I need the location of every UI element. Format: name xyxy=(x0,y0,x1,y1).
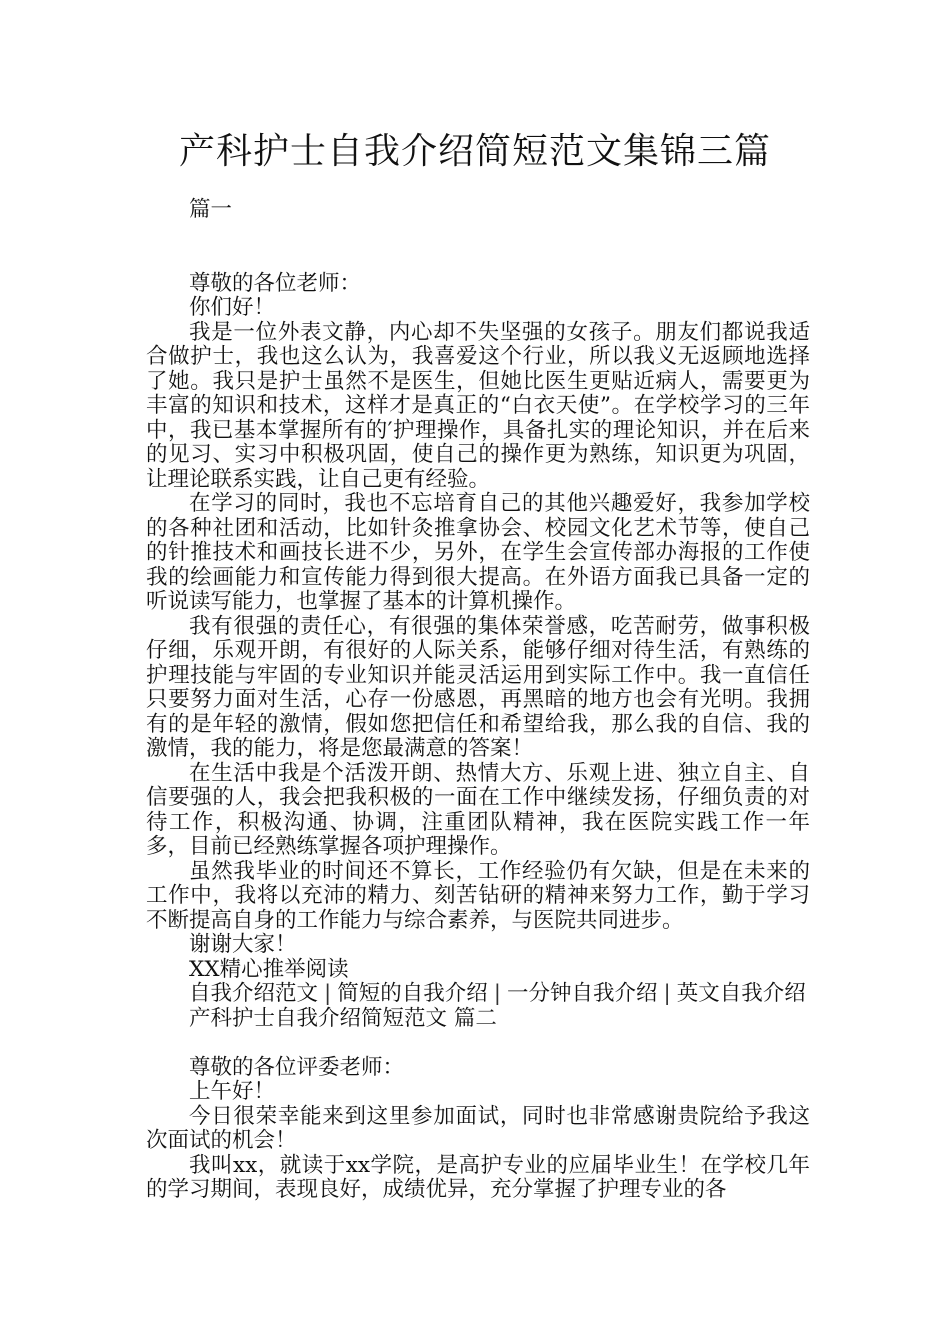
salutation: 你们好！ xyxy=(189,295,276,320)
recommend-link[interactable]: 英文自我介绍 xyxy=(676,981,806,1006)
spacer xyxy=(146,223,810,248)
greeting: 尊敬的各位老师： xyxy=(189,270,362,296)
document-title: 产科护士自我介绍简短范文集锦三篇 xyxy=(178,131,771,172)
link-separator: | xyxy=(324,981,332,1006)
recommend-links xyxy=(146,982,810,1007)
recommend-link[interactable]: 一分钟自我介绍 xyxy=(507,981,658,1006)
recommend-link[interactable]: 自我介绍范文 xyxy=(189,981,319,1006)
recommend-link[interactable]: 简短的自我介绍 xyxy=(337,981,488,1006)
document-body xyxy=(146,198,810,1203)
link-separator: | xyxy=(663,981,671,1006)
paragraph: 在生活中我是个活泼开朗、热情大方、乐观上进、独立自主、自信要强的人，我会把我积极的一面在工作中继续发扬，仔细负责的对待工作，积极沟通、协调，注重团队精神，我在医院实践工作一年多，目前已经熟练掌握各项护理操作。 xyxy=(146,760,810,859)
thanks-line: 谢谢大家！ xyxy=(189,932,297,957)
greeting: 尊敬的各位评委老师： xyxy=(189,1054,405,1080)
paragraph: 我有很强的责任心，有很强的集体荣誉感，吃苦耐劳，做事积极仔细，乐观开朗，有很好的人际关系，能够仔细对待生活，有熟练的护理技能与牢固的专业知识并能灵活运用到实际工作中。我一直信任只要努力面对生活，心存一份感恩，再黑暗的地方也会有光明。我拥有的是年轻的激情，假如您把信任和希望给我，那么我的自信、我的激情，我的能力，将是您最满意的答案！ xyxy=(146,613,810,761)
paragraph: 今日很荣幸能来到这里参加面试，同时也非常感谢贵院给予我这次面试的机会！ xyxy=(146,1103,810,1153)
recommend-heading: XX精心推举阅读 xyxy=(189,956,349,982)
spacer xyxy=(146,247,810,272)
spacer xyxy=(146,1031,810,1056)
paragraph: 在学习的同时，我也不忘培育自己的其他兴趣爱好，我参加学校的各种社团和活动，比如针灸推拿协会、校园文化艺术节等，使自己的针推技术和画技长进不少，另外，在学生会宣传部办海报的工作使我的绘画能力和宣传能力得到很大提高。在外语方面我已具备一定的听说读写能力，也掌握了基本的计算机操作。 xyxy=(146,491,810,614)
section-heading: 产科护士自我介绍简短范文 篇二 xyxy=(189,1005,497,1031)
salutation: 上午好！ xyxy=(189,1079,276,1104)
paragraph: 虽然我毕业的时间还不算长，工作经验仍有欠缺，但是在未来的工作中，我将以充沛的精力、刻苦钻研的精神来努力工作，勤于学习不断提高自身的工作能力与综合素养，与医院共同进步。 xyxy=(146,858,810,933)
section-heading: 篇一 xyxy=(189,197,233,222)
link-separator: | xyxy=(493,981,502,1006)
paragraph: 我叫xx，就读于xx学院，是高护专业的应届毕业生！在学校几年的学习期间，表现良好，成绩优异，充分掌握了护理专业的各 xyxy=(146,1152,810,1202)
paragraph: 我是一位外表文静，内心却不失坚强的女孩子。朋友们都说我适合做护士，我也这么认为，我喜爱这个行业，所以我义无返顾地选择了她。我只是护士虽然不是医生，但她比医生更贴近病人，需要更为丰富的知识和技术，这样才是真正的“白衣天使”。在学校学习的三年中，我已基本掌握所有的′护理操作，具备扎实的理论知识，并在后来的见习、实习中积极巩固，使自己的操作更为熟练，知识更为巩固，让理论联系实践，让自己更有经验。 xyxy=(146,319,810,492)
